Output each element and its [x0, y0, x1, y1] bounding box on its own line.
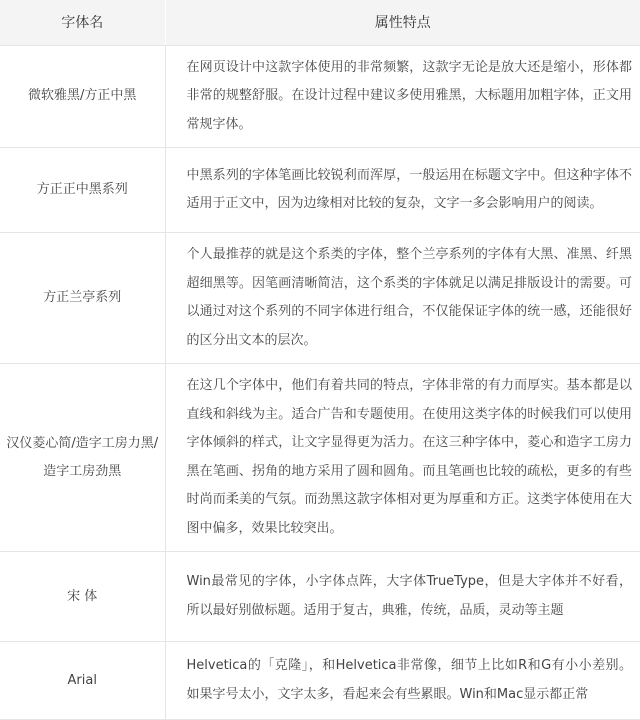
- font-name-cell: Arial: [0, 642, 165, 720]
- font-name-cell: 微软雅黑/方正中黑: [0, 45, 165, 148]
- font-name-cell: 宋 体: [0, 552, 165, 642]
- table-body: [0, 45, 640, 720]
- font-name-cell: 汉仪菱心简/造字工房力黑/造字工房劲黑: [0, 364, 165, 552]
- table-row: [0, 642, 640, 720]
- font-description-cell: 在这几个字体中，他们有着共同的特点，字体非常的有力而厚实。基本都是以直线和斜线为主。适合广告和专题使用。在使用这类字体的时候我们可以使用字体倾斜的样式，让文字显得更为活力。在这三种字体中，菱心和造字工房力黑在笔画、拐角的地方采用了圆和圆角。而且笔画也比较的疏松，更多的有些时尚而柔美的气氛。而劲黑这款字体相对更为厚重和方正。这类字体使用在大图中偏多，效果比较突出。: [165, 364, 640, 552]
- table-header: [0, 0, 640, 45]
- table-row: [0, 45, 640, 148]
- table-row: [0, 552, 640, 642]
- font-description-cell: 个人最推荐的就是这个系类的字体，整个兰亭系列的字体有大黑、准黑、纤黑超细黑等。因笔画清晰简洁，这个系类的字体就足以满足排版设计的需要。可以通过对这个系列的不同字体进行组合，不仅能保证字体的统一感，还能很好的区分出文本的层次。: [165, 233, 640, 364]
- header-font-name: 字体名: [0, 0, 165, 45]
- table-row: [0, 364, 640, 552]
- font-description-cell: 在网页设计中这款字体使用的非常频繁，这款字无论是放大还是缩小，形体都非常的规整舒服。在设计过程中建议多使用雅黑，大标题用加粗字体，正文用常规字体。: [165, 45, 640, 148]
- font-description-cell: Win最常见的字体，小字体点阵，大字体TrueType，但是大字体并不好看，所以最好别做标题。适用于复古，典雅，传统，品质，灵动等主题: [165, 552, 640, 642]
- font-description-cell: Helvetica的「克隆」，和Helvetica非常像，细节上比如R和G有小小差别。如果字号太小，文字太多，看起来会有些累眼。Win和Mac显示都正常: [165, 642, 640, 720]
- font-description-cell: 中黑系列的字体笔画比较锐利而浑厚，一般运用在标题文字中。但这种字体不适用于正文中，因为边缘相对比较的复杂，文字一多会影响用户的阅读。: [165, 148, 640, 233]
- table-row: [0, 148, 640, 233]
- table-row: [0, 233, 640, 364]
- header-font-features: 属性特点: [165, 0, 640, 45]
- header-row: [0, 0, 640, 45]
- font-name-cell: 方正兰亭系列: [0, 233, 165, 364]
- font-name-cell: 方正正中黑系列: [0, 148, 165, 233]
